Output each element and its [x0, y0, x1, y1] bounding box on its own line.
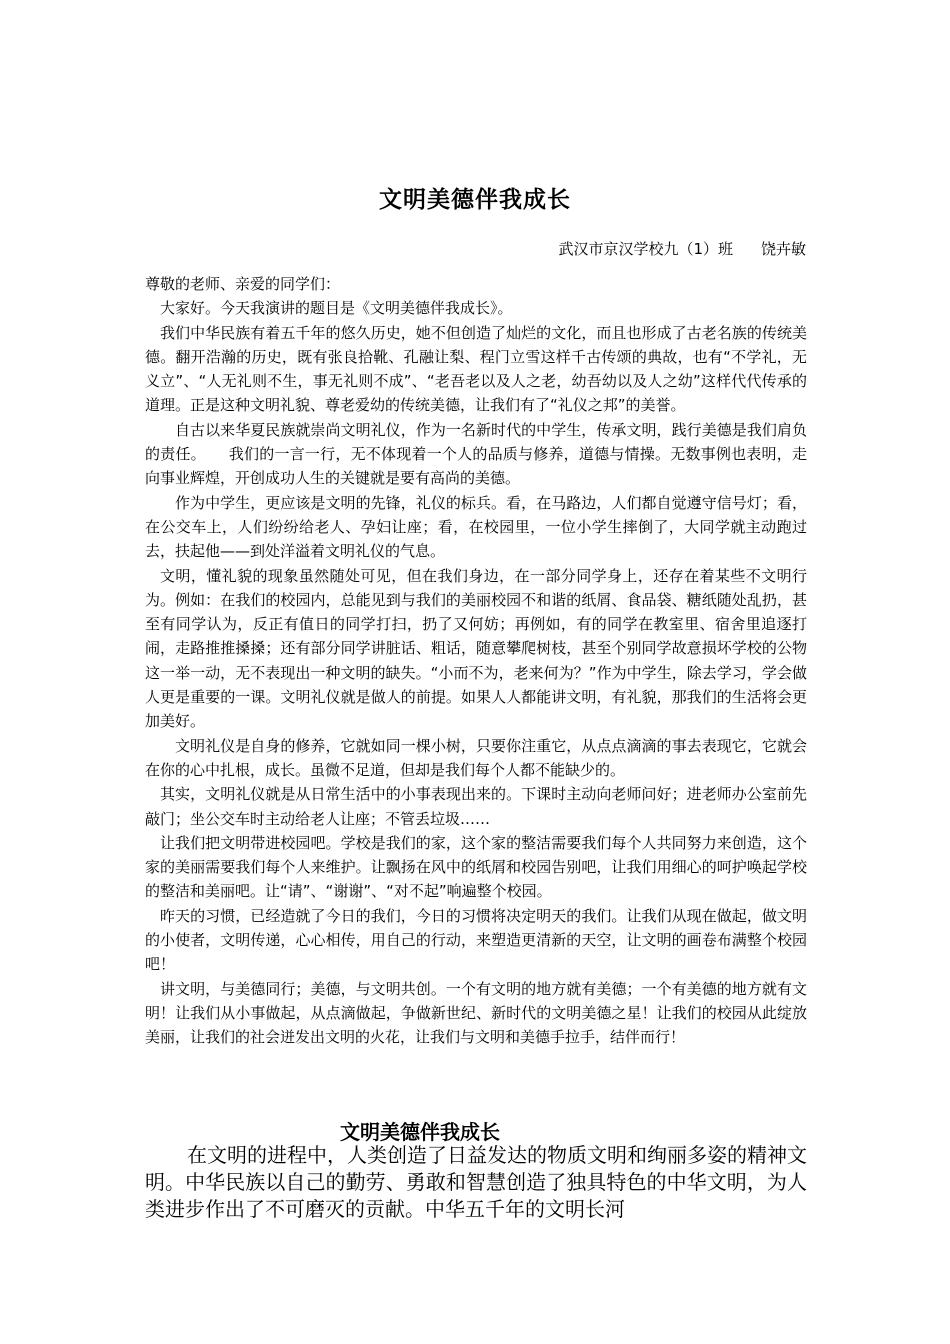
- paragraph-closing: 讲文明，与美德同行；美德，与文明共创。一个有文明的地方就有美德；一个有美德的地方就有文明！让我们从小事做起，从点滴做起，争做新世纪、新时代的文明美德之星！让我们的校园从此绽放美丽，让我们的社会迸发出文明的火花，让我们与文明和美德手拉手，结伴而行！: [145, 979, 807, 1047]
- speech-body: [145, 272, 807, 1050]
- salutation: 尊敬的老师、亲爱的同学们：: [145, 275, 341, 293]
- paragraph-tradition: 自古以来华夏民族就崇尚文明礼仪，作为一名新时代的中学生，传承文明，践行美德是我们肩负的责任。 我们的一言一行，无不体现着一个人的品质与修养，道德与情操。无数事例也表明，走向事业辉煌，开创成功人生的关键就是要有高尚的美德。: [145, 420, 807, 488]
- paragraph-history: 我们中华民族有着五千年的悠久历史，她不但创造了灿烂的文化，而且也形成了古老名族的传统美德。翻开浩瀚的历史，既有张良拾靴、孔融让梨、程门立雪这样千古传颂的典故，也有“不学礼，无义立”、“人无礼则不生，事无礼则不成”、“老吾老以及人之老，幼吾幼以及人之幼”这样代代传承的道理。正是这种文明礼貌、尊老爱幼的传统美德，让我们有了“礼仪之邦”的美誉。: [145, 323, 807, 415]
- paragraph-greeting: 大家好。今天我演讲的题目是《文明美德伴我成长》。: [160, 299, 513, 318]
- byline: [558, 238, 806, 259]
- paragraph-student-role: 作为中学生，更应该是文明的先锋，礼仪的标兵。看，在马路边，人们都自觉遵守信号灯；看，在公交车上，人们纷纷给老人、孕妇让座；看，在校园里，一位小学生摔倒了，大同学就主动跑过去，扶起他——到处洋溢着文明礼仪的气息。: [145, 493, 807, 561]
- paragraph-daily-details: 其实，文明礼仪就是从日常生活中的小事表现出来的。下课时主动向老师问好；进老师办公室前先敲门；坐公交车时主动给老人让座；不管丢垃圾……: [145, 785, 807, 828]
- paragraph-campus: 让我们把文明带进校园吧。学校是我们的家，这个家的整洁需要我们每个人共同努力来创造，这个家的美丽需要我们每个人来维护。让飘扬在风中的纸屑和校园告别吧，让我们用细心的呵护唤起学校的整洁和美丽吧。让“请”、“谢谢”、“对不起”响遍整个校园。: [145, 833, 807, 901]
- paragraph-habits: 昨天的习惯，已经造就了今日的我们，今日的习惯将决定明天的我们。让我们从现在做起，做文明的小使者，文明传递，心心相传，用自己的行动，来塑造更清新的天空，让文明的画卷布满整个校园吧！: [145, 906, 807, 974]
- essay-paragraph: 在文明的进程中，人类创造了日益发达的物质文明和绚丽多姿的精神文明。中华民族以自己的勤劳、勇敢和智慧创造了独具特色的中华文明，为人类进步作出了不可磨灭的贡献。中华五千年的文明长河: [145, 1143, 807, 1221]
- second-title: 文明美德伴我成长: [340, 1120, 500, 1144]
- paragraph-uncivil-behavior: 文明，懂礼貌的现象虽然随处可见，但在我们身边，在一部分同学身上，还存在着某些不文明行为。例如：在我们的校园内，总能见到与我们的美丽校园不和谐的纸屑、食品袋、糖纸随处乱扔，甚至有同学认为，反正有值日的同学打扫，扔了又何妨；再例如，有的同学在教室里、宿舍里追逐打闹，走路推推搡搡；还有部分同学讲脏话、粗话，随意攀爬树枝，甚至个别同学故意损坏学校的公物这一举一动，无不表现出一种文明的缺失。“小而不为，老来何为？”作为中学生，除去学习，学会做人更是重要的一课。文明礼仪就是做人的前提。如果人人都能讲文明，有礼貌，那我们的生活将会更加美好。: [145, 566, 807, 731]
- byline-school: 武汉市京汉学校九（1）班: [558, 240, 733, 258]
- byline-author: 饶卉敏: [760, 240, 806, 258]
- paragraph-self-cultivation: 文明礼仪是自身的修养，它就如同一棵小树，只要你注重它，从点点滴滴的事去表现它，它就会在你的心中扎根，成长。虽微不足道，但却是我们每个人都不能缺少的。: [145, 736, 807, 779]
- page-title: 文明美德伴我成长: [379, 187, 571, 213]
